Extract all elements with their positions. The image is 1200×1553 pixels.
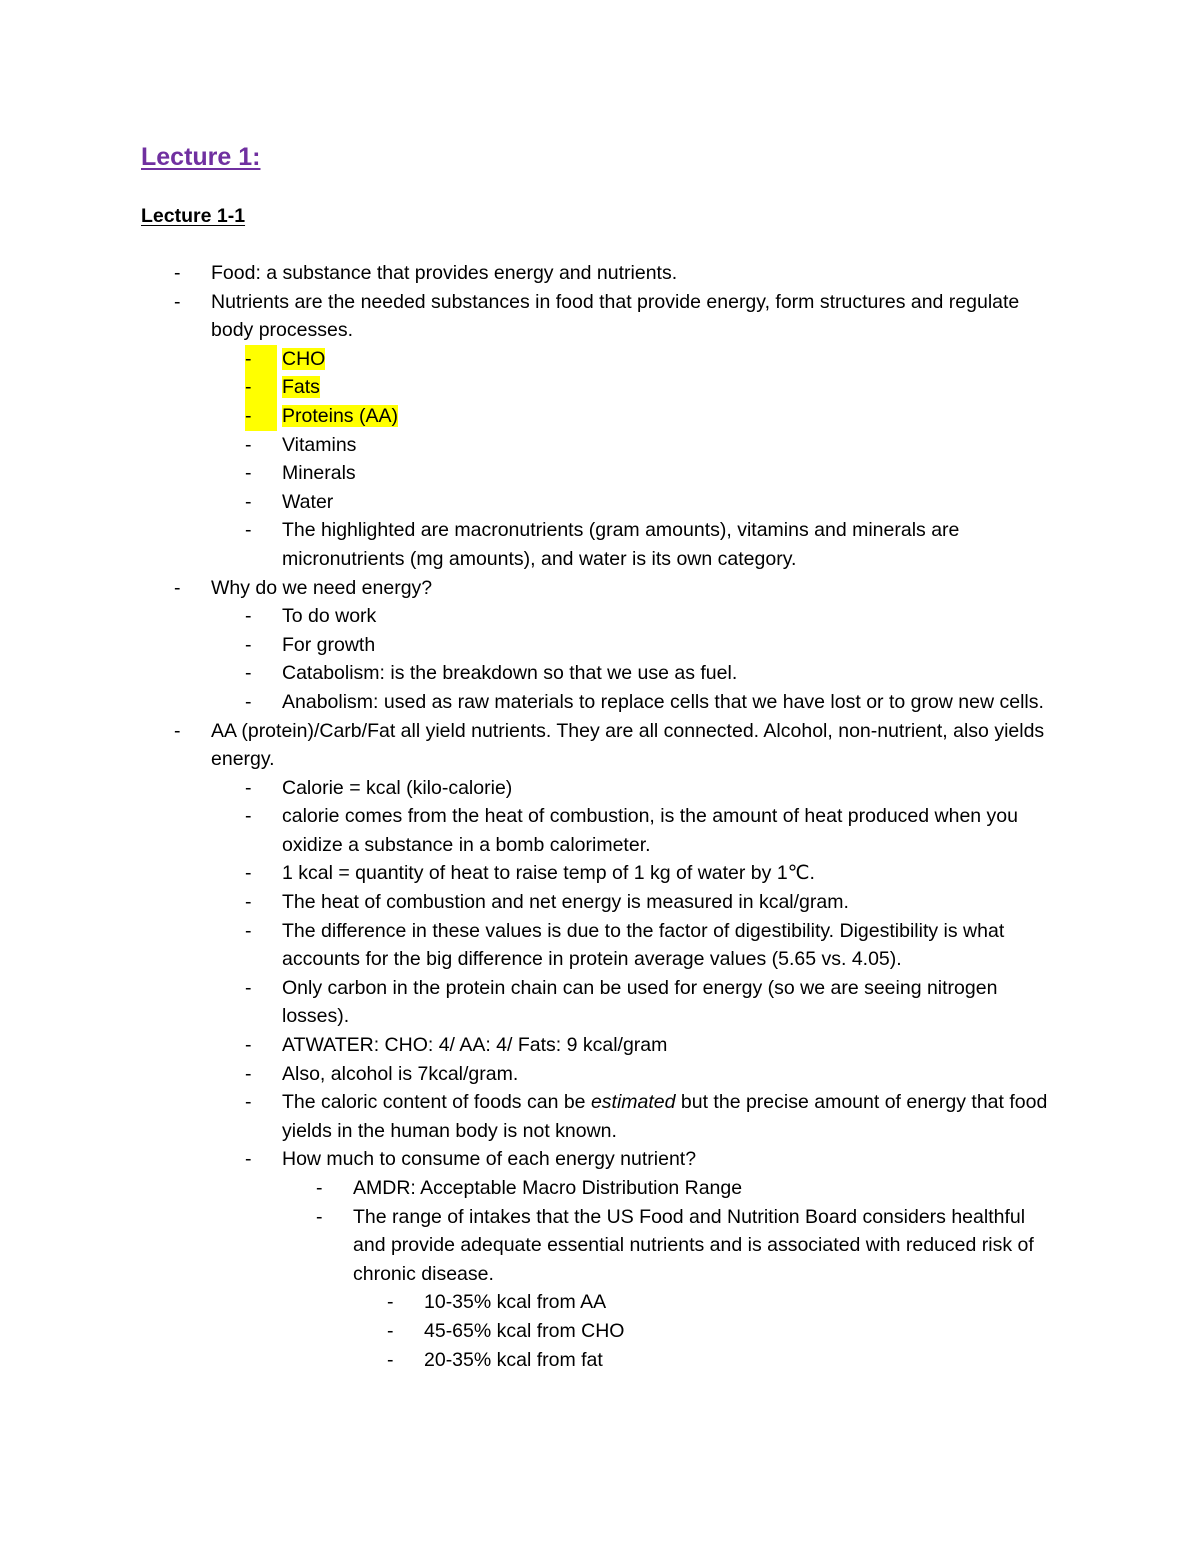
- bullet-dash: -: [245, 433, 252, 456]
- bullet-dash: -: [245, 633, 252, 656]
- list-item-text: [211, 574, 1061, 603]
- text-segment: calorie comes from the heat of combustion, is the amount of heat produced when you oxidize a substance in a bomb calorimeter.: [282, 805, 1019, 856]
- list-item: [245, 974, 1067, 1031]
- notes-list: [0, 259, 1200, 1374]
- highlighted-text: Fats: [282, 376, 320, 399]
- list-item: [245, 688, 1067, 717]
- list-item-text: [282, 1031, 1067, 1060]
- list-item: [245, 488, 1067, 517]
- list-item-text: [282, 402, 1067, 431]
- list-item: [245, 888, 1067, 917]
- list-item-text: [353, 1174, 1063, 1203]
- list-item: [387, 1288, 1064, 1317]
- text-segment: 45-65% kcal from CHO: [424, 1319, 625, 1342]
- text-segment: Also, alcohol is 7kcal/gram.: [282, 1062, 519, 1085]
- list-item: [387, 1317, 1064, 1346]
- text-segment: The difference in these values is due to the factor of digestibility. Digestibility is what accounts for the big difference in protein average values (5.65 vs. 4.05).: [282, 919, 1005, 971]
- bullet-dash: -: [245, 1062, 252, 1085]
- bullet-dash: -: [316, 1205, 323, 1228]
- list-item: [387, 1346, 1064, 1375]
- text-segment: For growth: [282, 633, 376, 656]
- bullet-dash: -: [245, 1034, 252, 1057]
- list-item-text: [353, 1203, 1063, 1289]
- highlighted-text: CHO: [282, 347, 326, 370]
- highlighted-text: Proteins (AA): [282, 404, 398, 427]
- bullet-dash: -: [245, 776, 252, 799]
- list-item: [245, 373, 1067, 402]
- bullet-dash: -: [245, 402, 277, 431]
- text-segment: Minerals: [282, 462, 356, 485]
- bullet-dash: -: [174, 576, 181, 599]
- text-segment: 1 kcal = quantity of heat to raise temp of 1 kg of water by 1℃.: [282, 862, 815, 885]
- list-item: [245, 859, 1067, 888]
- list-item-text: [282, 774, 1067, 803]
- text-segment: Catabolism: is the breakdown so that we use as fuel.: [282, 662, 738, 685]
- list-item-text: [282, 488, 1067, 517]
- text-segment: 10-35% kcal from AA: [424, 1291, 607, 1314]
- bullet-dash: -: [245, 891, 252, 914]
- bullet-dash: -: [245, 605, 252, 628]
- list-item-text: [282, 602, 1067, 631]
- text-segment: The highlighted are macronutrients (gram amounts), vitamins and minerals are micronutrients (mg amounts), and water is its own category.: [282, 519, 960, 570]
- bullet-dash: -: [245, 519, 252, 542]
- bullet-dash: -: [387, 1319, 394, 1342]
- list-item-text: [211, 717, 1061, 774]
- list-item-text: [282, 1088, 1067, 1145]
- list-item: [174, 717, 1061, 774]
- list-item-text: [282, 631, 1067, 660]
- bullet-dash: -: [387, 1291, 394, 1314]
- text-segment: To do work: [282, 605, 377, 628]
- text-segment: 20-35% kcal from fat: [424, 1348, 603, 1371]
- bullet-dash: -: [245, 976, 252, 999]
- bullet-dash: -: [245, 373, 277, 402]
- text-segment: The range of intakes that the US Food and Nutrition Board considers healthful and provide adequate essential nutrients and is associated with reduced risk of chronic disease.: [353, 1205, 1034, 1285]
- list-item: [245, 774, 1067, 803]
- text-segment: AA (protein)/Carb/Fat all yield nutrients. They are all connected. Alcohol, non-nutrient, also yields energy.: [211, 719, 1045, 771]
- list-item-text: [211, 288, 1061, 345]
- list-item: [245, 1060, 1067, 1089]
- list-item: [245, 459, 1067, 488]
- bullet-dash: -: [387, 1348, 394, 1371]
- list-item-text: [424, 1346, 1064, 1375]
- text-segment: The caloric content of foods can be: [282, 1091, 591, 1114]
- list-item: [245, 631, 1067, 660]
- bullet-dash: -: [245, 805, 252, 828]
- list-item: [245, 659, 1067, 688]
- list-item-text: [282, 516, 1067, 573]
- list-item-text: [282, 459, 1067, 488]
- text-segment: Food: a substance that provides energy and nutrients.: [211, 262, 678, 284]
- list-item: [245, 431, 1067, 460]
- list-item-text: [282, 859, 1067, 888]
- section-heading: Lecture 1-1: [141, 205, 246, 227]
- list-item: [174, 574, 1061, 603]
- list-item-text: [282, 888, 1067, 917]
- bullet-dash: -: [245, 662, 252, 685]
- list-item-text: [282, 659, 1067, 688]
- list-item: [316, 1203, 1063, 1289]
- bullet-dash: -: [245, 690, 252, 713]
- bullet-dash: -: [245, 462, 252, 485]
- list-item: [245, 402, 1067, 431]
- text-segment: Vitamins: [282, 433, 357, 456]
- list-item-text: [424, 1288, 1064, 1317]
- list-item-text: [282, 917, 1067, 974]
- bullet-dash: -: [174, 719, 181, 742]
- list-item: [174, 259, 1061, 288]
- list-item: [245, 516, 1067, 573]
- list-item: [245, 802, 1067, 859]
- page-title: Lecture 1:: [141, 143, 261, 171]
- text-segment: Nutrients are the needed substances in food that provide energy, form structures and regulate body processes.: [211, 290, 1020, 342]
- bullet-dash: -: [245, 862, 252, 885]
- list-item-text: [282, 974, 1067, 1031]
- bullet-dash: -: [245, 919, 252, 942]
- list-item-text: [282, 688, 1067, 717]
- text-segment: Anabolism: used as raw materials to replace cells that we have lost or to grow new cells.: [282, 690, 1044, 713]
- list-item-text: [282, 373, 1067, 402]
- list-item-text: [282, 1145, 1067, 1174]
- text-segment: AMDR: Acceptable Macro Distribution Range: [353, 1177, 743, 1199]
- bullet-dash: -: [245, 1148, 252, 1171]
- bullet-dash: -: [245, 1091, 252, 1114]
- list-item: [245, 602, 1067, 631]
- bullet-dash: -: [245, 345, 277, 374]
- text-segment: How much to consume of each energy nutrient?: [282, 1148, 697, 1171]
- list-item-text: [282, 802, 1067, 859]
- list-item-text: [211, 259, 1061, 288]
- bullet-dash: -: [245, 490, 252, 513]
- bullet-dash: -: [316, 1177, 323, 1199]
- emphasized-text: estimated: [590, 1091, 676, 1114]
- list-item-text: [282, 431, 1067, 460]
- list-item: [245, 1145, 1067, 1174]
- list-item: [316, 1174, 1063, 1203]
- bullet-dash: -: [174, 262, 181, 284]
- text-segment: ATWATER: CHO: 4/ AA: 4/ Fats: 9 kcal/gram: [282, 1034, 668, 1057]
- list-item-text: [424, 1317, 1064, 1346]
- text-segment: The heat of combustion and net energy is measured in kcal/gram.: [282, 891, 849, 914]
- list-item: [245, 1031, 1067, 1060]
- list-item: [245, 917, 1067, 974]
- bullet-dash: -: [174, 290, 181, 313]
- text-segment: Water: [282, 490, 334, 513]
- text-segment: Why do we need energy?: [211, 576, 433, 599]
- list-item: [245, 1088, 1067, 1145]
- text-segment: Only carbon in the protein chain can be used for energy (so we are seeing nitrogen losses).: [282, 976, 998, 1028]
- text-segment: Calorie = kcal (kilo-calorie): [282, 776, 513, 799]
- list-item-text: [282, 345, 1067, 374]
- list-item: [174, 288, 1061, 345]
- list-item-text: [282, 1060, 1067, 1089]
- text-segment: but the precise amount of energy that food yields in the human body is not known.: [282, 1091, 1048, 1142]
- list-item: [245, 345, 1067, 374]
